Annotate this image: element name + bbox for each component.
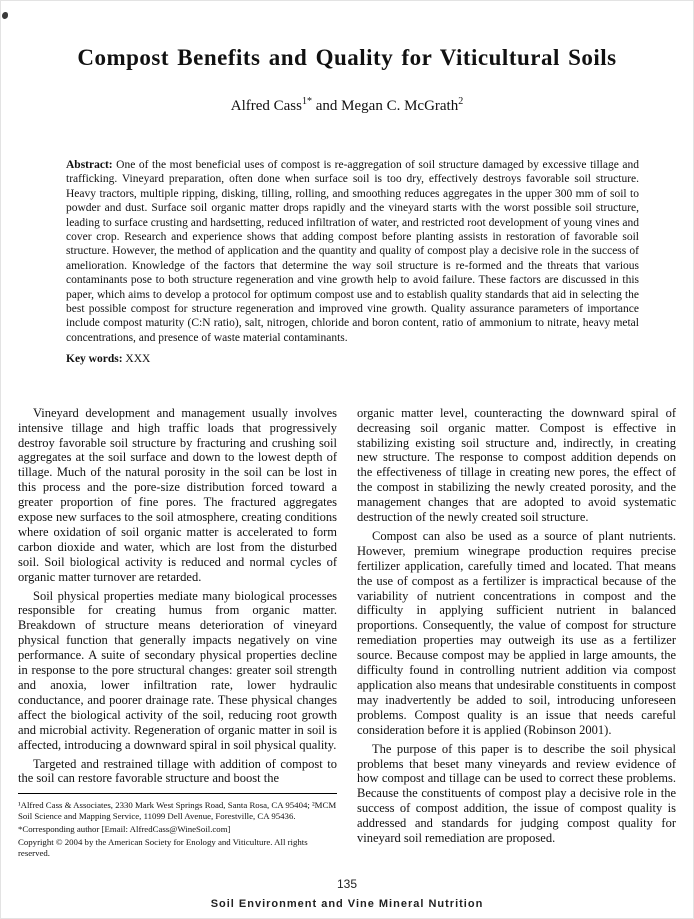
author-2-superscript: 2 <box>458 96 464 107</box>
body-columns <box>18 406 676 862</box>
abstract-label: Abstract: <box>66 159 113 171</box>
authors-joiner: and <box>312 98 342 114</box>
footnote-corresponding: *Corresponding author [Email: AlfredCass@WineSoil.com] <box>18 824 231 835</box>
authors-line <box>1 98 693 115</box>
body-paragraph: The purpose of this paper is to describe the soil physical problems that beset many vineyards and review evidence of how compost and tillage can be used to correct these problems. Because the constituents of compost play a decisive role in the success of compost addition, the issue of compost quality is addressed and standards for judging compost quality for vineyard soil remediation are proposed. <box>357 741 676 846</box>
footnote-block <box>18 793 337 859</box>
keywords-line <box>66 352 639 366</box>
abstract-text: One of the most beneficial uses of compost is re-aggregation of soil structure damaged by excessive tillage and trafficking. Vineyard preparation, often done when surface soil is too dry, effectively destroys favorable soil structure. Heavy tractors, multiple ripping, disking, tilling, rolling, and smoothing reduces aggregates in the upper 300 mm of soil to powder and dust. Surface soil organic matter drops rapidly and the vineyard starts with the worst possible soil structure, leading to surface crusting and hardsetting, reduced infiltration of water, and restricted root development of young vines and cover crop. Research and experience shows that adding compost before planting assists in restoration of favorable soil structure. However, the method of application and the quantity and quality of compost play a decisive role in the success of amelioration. Knowledge of the factors that determine the way soil structure is re-formed and the threats that various contaminants pose to both structure regeneration and vine growth help to avoid failure. These factors are discussed in this paper, which aims to develop a protocol for optimum compost use and to establish quality standards that aid in selecting the best possible compost for structure regeneration and improved vine growth. Quality assurance parameters of importance include compost maturity (C:N ratio), salt, nitrogen, chloride and boron content, ratio of ammonium to nitrate, heavy metal concentrations, and presence of waste material contaminants. <box>66 159 639 344</box>
keywords-value: XXX <box>122 353 151 366</box>
author-2: Megan C. McGrath <box>341 98 459 114</box>
page-number: 135 <box>336 877 358 891</box>
body-paragraph: Soil physical properties mediate many biological processes responsible for creating humus from organic matter. Breakdown of structure means deterioration of vineyard physical function that generally impacts negatively on vine performance. A suite of secondary physical properties decline in response to the pore structural changes: greater soil strength and anoxia, lower infiltration rate, lower hydraulic conductance, and poorer drainage rate. These physical changes affect the biological activity of the soil, reducing root growth and microbial activity. Regeneration of organic matter in soil is affected, introducing a downward spiral in soil physical quality. <box>18 588 337 752</box>
running-footer-title: Soil Environment and Vine Mineral Nutrition <box>210 898 484 910</box>
body-paragraph: organic matter level, counteracting the downward spiral of decreasing soil organic matter. Compost is effective in stabilizing existing soil structure and, indirectly, in creating new structure. The response to compost addition depends on the effectiveness of tillage in creating new pores, the effect of the compost in stabilizing the newly created porosity, and the management changes that are adopted to avoid systematic destruction of the newly created soil structure. <box>357 405 676 525</box>
paper-title: Compost Benefits and Quality for Viticultural Soils <box>77 45 617 70</box>
body-paragraph: Targeted and restrained tillage with addition of compost to the soil can restore favorable structure and boost the <box>18 756 337 786</box>
body-paragraph: Compost can also be used as a source of plant nutrients. However, premium winegrape production requires precise fertilizer application, carefully timed and located. That means the use of compost as a fertilizer is impractical because of the variability of nutrient concentrations in compost and the difficulty in applying sufficient nutrient in balanced proportions. Consequently, the value of compost for structure remediation properties may outweigh its use as a fertilizer source. Because compost may be applied in large amounts, the difficulty found in controlling nutrient addition via compost application also means that undesirable constituents in compost may inadvertently be added to soil, introducing unforeseen problems. Compost quality is an issue that needs careful consideration before it is applied (Robinson 2001). <box>357 528 676 737</box>
footnote-copyright: Copyright © 2004 by the American Society for Enology and Viticulture. All rights reserved. <box>18 837 308 859</box>
right-column <box>357 406 676 862</box>
author-1: Alfred Cass <box>230 98 302 114</box>
keywords-label: Key words: <box>66 353 123 366</box>
left-column <box>18 406 337 862</box>
body-paragraph: Vineyard development and management usually involves intensive tillage and high traffic loads that progressively destroy favorable soil structure by fracturing and crushing soil aggregates at the soil surface and down to the lowest depth of tillage. Much of the natural porosity in the soil can be lost in this process and the pore-size distribution forced toward a greater proportion of fine pores. The fractured aggregates expose new surfaces to the soil atmosphere, creating conditions where oxidation of soil organic matter is accelerated to form carbon dioxide and water, which are lost from the disturbed soil. Soil biological activity is reduced and normal cycles of organic matter turnover are retarded. <box>18 405 337 584</box>
abstract-section <box>66 158 639 345</box>
footnote-affiliations: ¹Alfred Cass & Associates, 2330 Mark West Springs Road, Santa Rosa, CA 95404; ²MCM Soil Science and Mapping Service, 11099 Dell Avenue, Forestville, CA 95436. <box>18 800 337 822</box>
author-1-superscript: 1* <box>302 96 312 107</box>
